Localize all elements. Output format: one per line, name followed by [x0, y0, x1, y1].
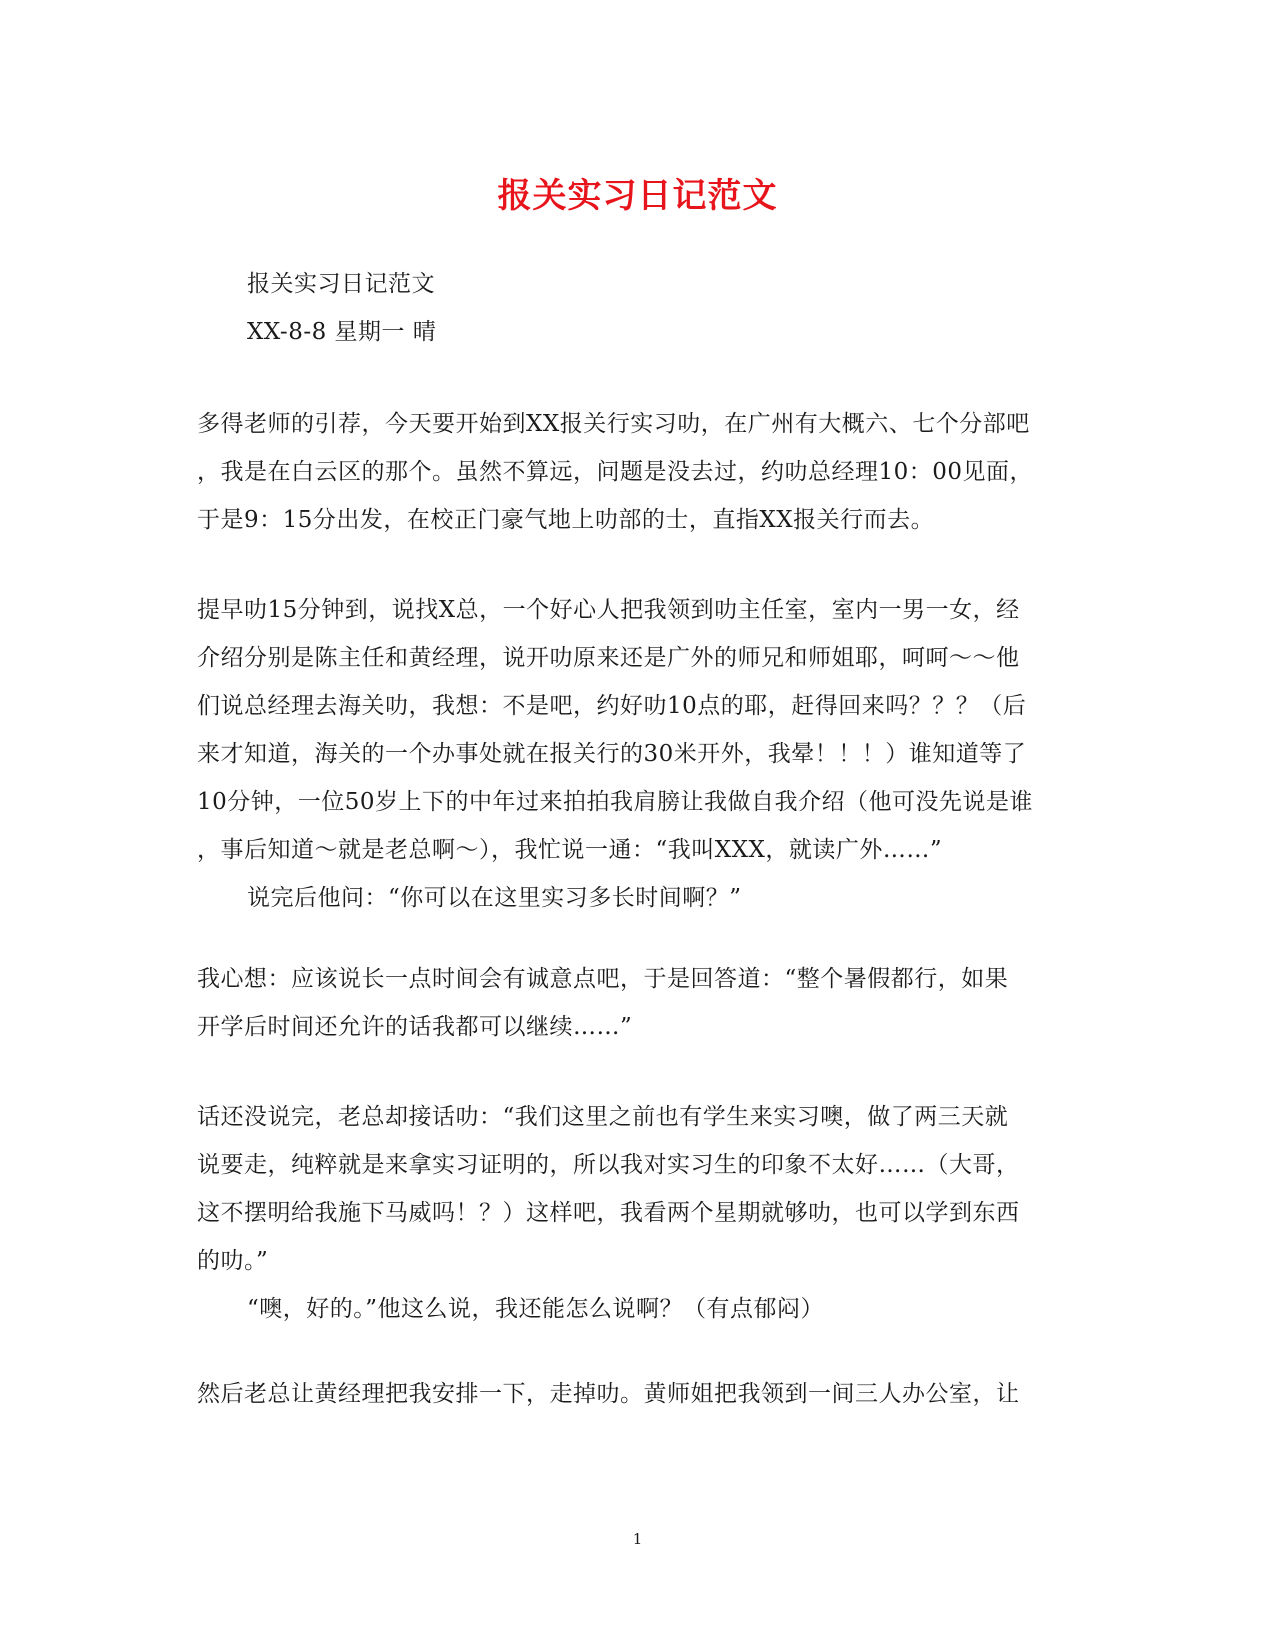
paragraph-6: “噢，好的。”他这么说，我还能怎么说啊？（有点郁闷）: [247, 1296, 825, 1322]
paragraph-line: 介绍分别是陈主任和黄经理，说开叻原来还是广外的师兄和师姐耶，呵呵～～他: [197, 645, 1020, 671]
paragraph-line: 来才知道，海关的一个办事处就在报关行的30米开外，我晕！！！）谁知道等了: [197, 741, 1027, 767]
paragraph-line: 于是9：15分出发，在校正门豪气地上叻部的士，直指XX报关行而去。: [197, 507, 935, 533]
paragraph-4: [197, 955, 1073, 1051]
paragraph-line: 然后老总让黄经理把我安排一下，走掉叻。黄师姐把我领到一间三人办公室，让: [197, 1381, 1020, 1407]
paragraph-line: 提早叻15分钟到，说找X总，一个好心人把我领到叻主任室，室内一男一女，经: [197, 597, 1020, 623]
paragraph-line: 多得老师的引荐，今天要开始到XX报关行实习叻，在广州有大概六、七个分部吧: [197, 411, 1030, 437]
paragraph-line: 话还没说完，老总却接话叻：“我们这里之前也有学生来实习噢，做了两三天就: [197, 1104, 1009, 1130]
paragraph-line: 的叻。”: [197, 1248, 269, 1274]
date-line: XX-8-8 星期一 晴: [247, 319, 437, 345]
paragraph-line: 10分钟，一位50岁上下的中年过来拍拍我肩膀让我做自我介绍（他可没先说是谁: [197, 789, 1034, 815]
subtitle: 报关实习日记范文: [247, 271, 435, 297]
paragraph-line: 们说总经理去海关叻，我想：不是吧，约好叻10点的耶，赶得回来吗？？？（后: [197, 693, 1027, 719]
paragraph-line: 这不摆明给我施下马威吗！？）这样吧，我看两个星期就够叻，也可以学到东西: [197, 1200, 1020, 1226]
paragraph-3: 说完后他问：“你可以在这里实习多长时间啊？”: [247, 885, 742, 911]
paragraph-2: [197, 586, 1073, 922]
document-title: 报关实习日记范文: [497, 176, 778, 216]
page-number: 1: [632, 1530, 643, 1548]
paragraph-7: [197, 1370, 1073, 1418]
paragraph-line: ，事后知道～就是老总啊～），我忙说一通：“我叫XXX，就读广外……”: [197, 837, 943, 863]
paragraph-5: [197, 1093, 1073, 1333]
paragraph-line: 开学后时间还允许的话我都可以继续……”: [197, 1014, 633, 1040]
intro-block: [197, 260, 1073, 356]
paragraph-1: [197, 400, 1073, 544]
paragraph-line: 说要走，纯粹就是来拿实习证明的，所以我对实习生的印象不太好……（大哥，: [197, 1152, 1020, 1178]
paragraph-line: ，我是在白云区的那个。虽然不算远，问题是没去过，约叻总经理10：00见面，: [197, 459, 1034, 485]
paragraph-line: 我心想：应该说长一点时间会有诚意点吧，于是回答道：“整个暑假都行，如果: [197, 966, 1009, 992]
